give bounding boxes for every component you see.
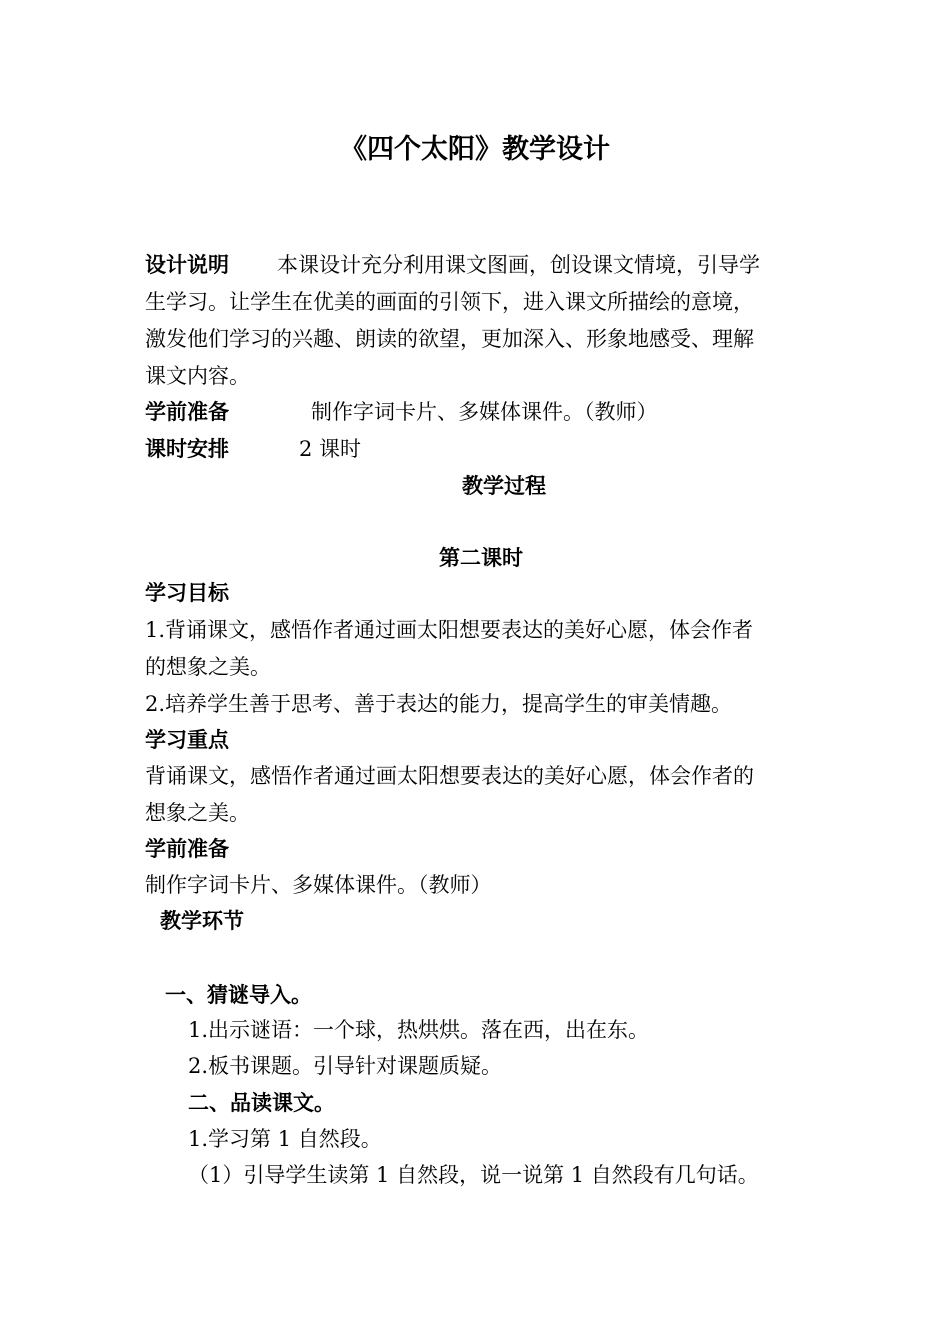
goal-item-2: 2.培养学生善于思考、善于表达的能力，提高学生的审美情趣。 <box>145 692 733 716</box>
goal-item-1-line-2: 的想象之美。 <box>145 655 271 679</box>
goals-label: 学习目标 <box>145 581 229 605</box>
section-1-item-1: 1.出示谜语：一个球，热烘烘。落在西，出在东。 <box>188 1018 650 1042</box>
prep-label: 学前准备 <box>145 837 229 861</box>
lesson-heading: 第二课时 <box>439 546 523 570</box>
design-line-3: 激发他们学习的兴趣、朗读的欲望，更加深入、形象地感受、理解 <box>145 327 754 351</box>
section-2-heading: 二、品读课文。 <box>188 1091 335 1115</box>
key-line-2: 想象之美。 <box>145 801 250 825</box>
design-text-1: 本课设计充分利用课文图画，创设课文情境，引导学 <box>277 253 760 277</box>
schedule-label: 课时安排 <box>145 437 229 461</box>
prep-text: 制作字词卡片、多媒体课件。（教师） <box>145 873 492 897</box>
key-line-1: 背诵课文，感悟作者通过画太阳想要表达的美好心愿，体会作者的 <box>145 764 754 788</box>
prep-top-line <box>145 397 658 427</box>
schedule-text: 2 课时 <box>299 437 362 461</box>
section-1-item-2: 2.板书课题。引导针对课题质疑。 <box>188 1054 503 1078</box>
design-line-4: 课文内容。 <box>145 364 250 388</box>
prep-top-text: 制作字词卡片、多媒体课件。（教师） <box>311 400 658 424</box>
design-line-2: 生学习。让学生在优美的画面的引领下，进入课文所描绘的意境， <box>145 290 754 314</box>
key-label: 学习重点 <box>145 728 229 752</box>
document-title: 《四个太阳》教学设计 <box>340 134 610 165</box>
section-1-heading: 一、猜谜导入。 <box>165 983 312 1007</box>
section-2-item-2: （1）引导学生读第 1 自然段，说一说第 1 自然段有几句话。 <box>188 1163 759 1187</box>
design-line-1 <box>145 250 760 280</box>
schedule-line <box>145 434 361 464</box>
section-2-item-1: 1.学习第 1 自然段。 <box>188 1127 382 1151</box>
design-label: 设计说明 <box>145 253 229 277</box>
prep-top-label: 学前准备 <box>145 400 229 424</box>
goal-item-1-line-1: 1.背诵课文，感悟作者通过画太阳想要表达的美好心愿，体会作者 <box>145 618 754 642</box>
process-heading: 教学过程 <box>462 474 546 498</box>
steps-heading: 教学环节 <box>160 909 244 933</box>
